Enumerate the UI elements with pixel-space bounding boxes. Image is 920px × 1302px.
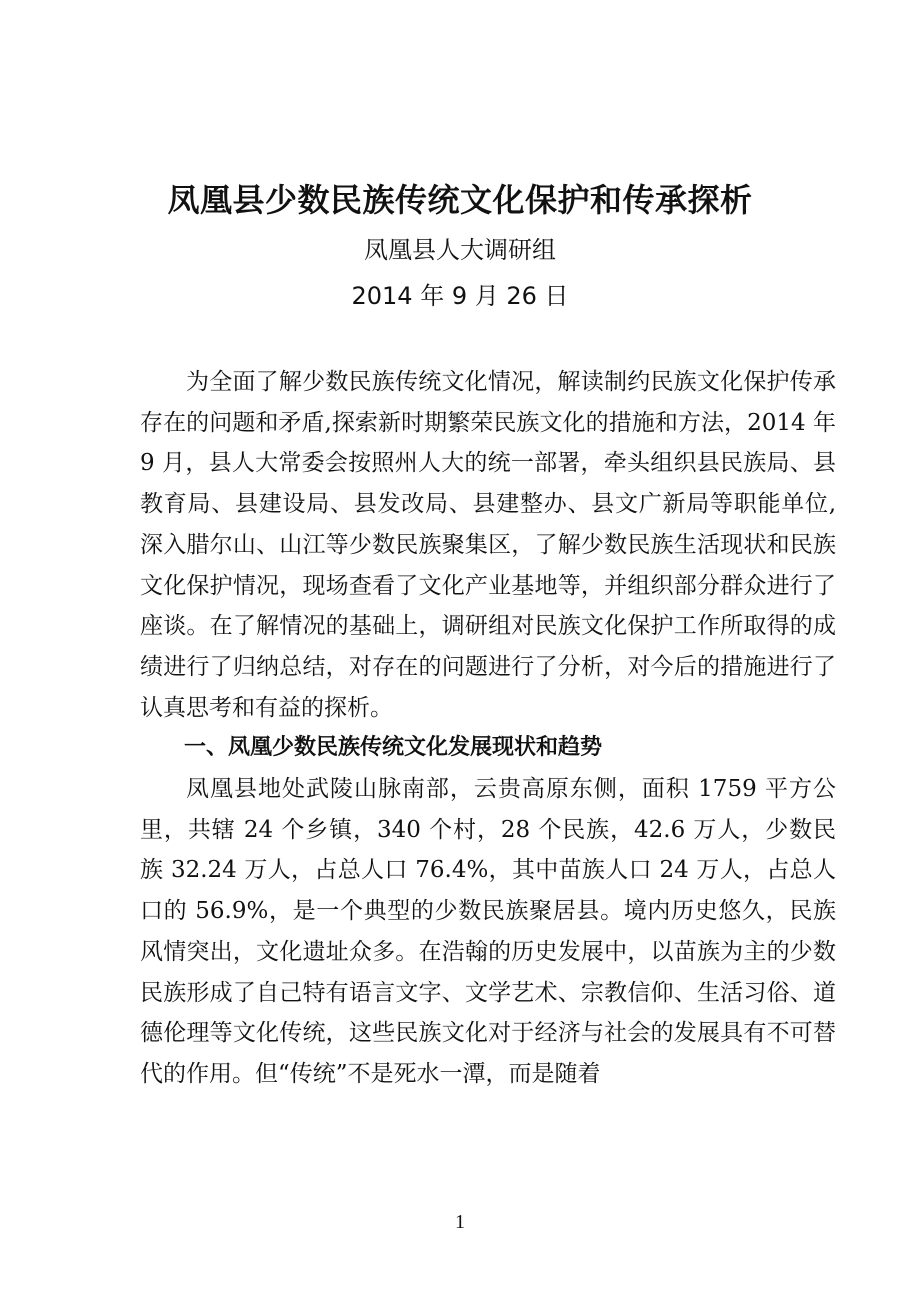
section-paragraph: 凤凰县地处武陵山脉南部，云贵高原东侧，面积 1759 平方公里，共辖 24 个乡镇，340 个村，28 个民族，42.6 万人，少数民族 32.24 万人，占总人口 76.4%，其中苗族人口 24 万人，占总人口的 56.9%，是一个典型的少数民族聚居县。境内历史悠久，民族风情突出，文化遗址众多。在浩翰的历史发展中，以苗族为主的少数民族形成了自己特有语言文字、文学艺术、宗教信仰、生活习俗、道德伦理等文化传统，这些民族文化对于经济与社会的发展具有不可替代的作用。但“传统”不是死水一潭，而是随着 (140, 776, 836, 1087)
page-number: 1 (455, 1211, 465, 1233)
document-title: 凤凰县少数民族传统文化保护和传承探析 (167, 181, 753, 219)
document-author: 凤凰县人大调研组 (364, 236, 556, 264)
document-body (140, 362, 836, 1095)
section-heading: 一、凤凰少数民族传统文化发展现状和趋势 (184, 735, 603, 761)
intro-paragraph: 为全面了解少数民族传统文化情况，解读制约民族文化保护传承存在的问题和矛盾,探索新时期繁荣民族文化的措施和方法，2014 年 9 月，县人大常委会按照州人大的统一部署，牵头组织县民族局、县教育局、县建设局、县发改局、县建整办、县文广新局等职能单位,深入腊尔山、山江等少数民族聚集区，了解少数民族生活现状和民族文化保护情况，现场查看了文化产业基地等，并组织部分群众进行了座谈。在了解情况的基础上，调研组对民族文化保护工作所取得的成绩进行了归纳总结，对存在的问题进行了分析，对今后的措施进行了认真思考和有益的探析。 (140, 369, 836, 721)
document-date: 2014 年 9 月 26 日 (351, 282, 569, 310)
